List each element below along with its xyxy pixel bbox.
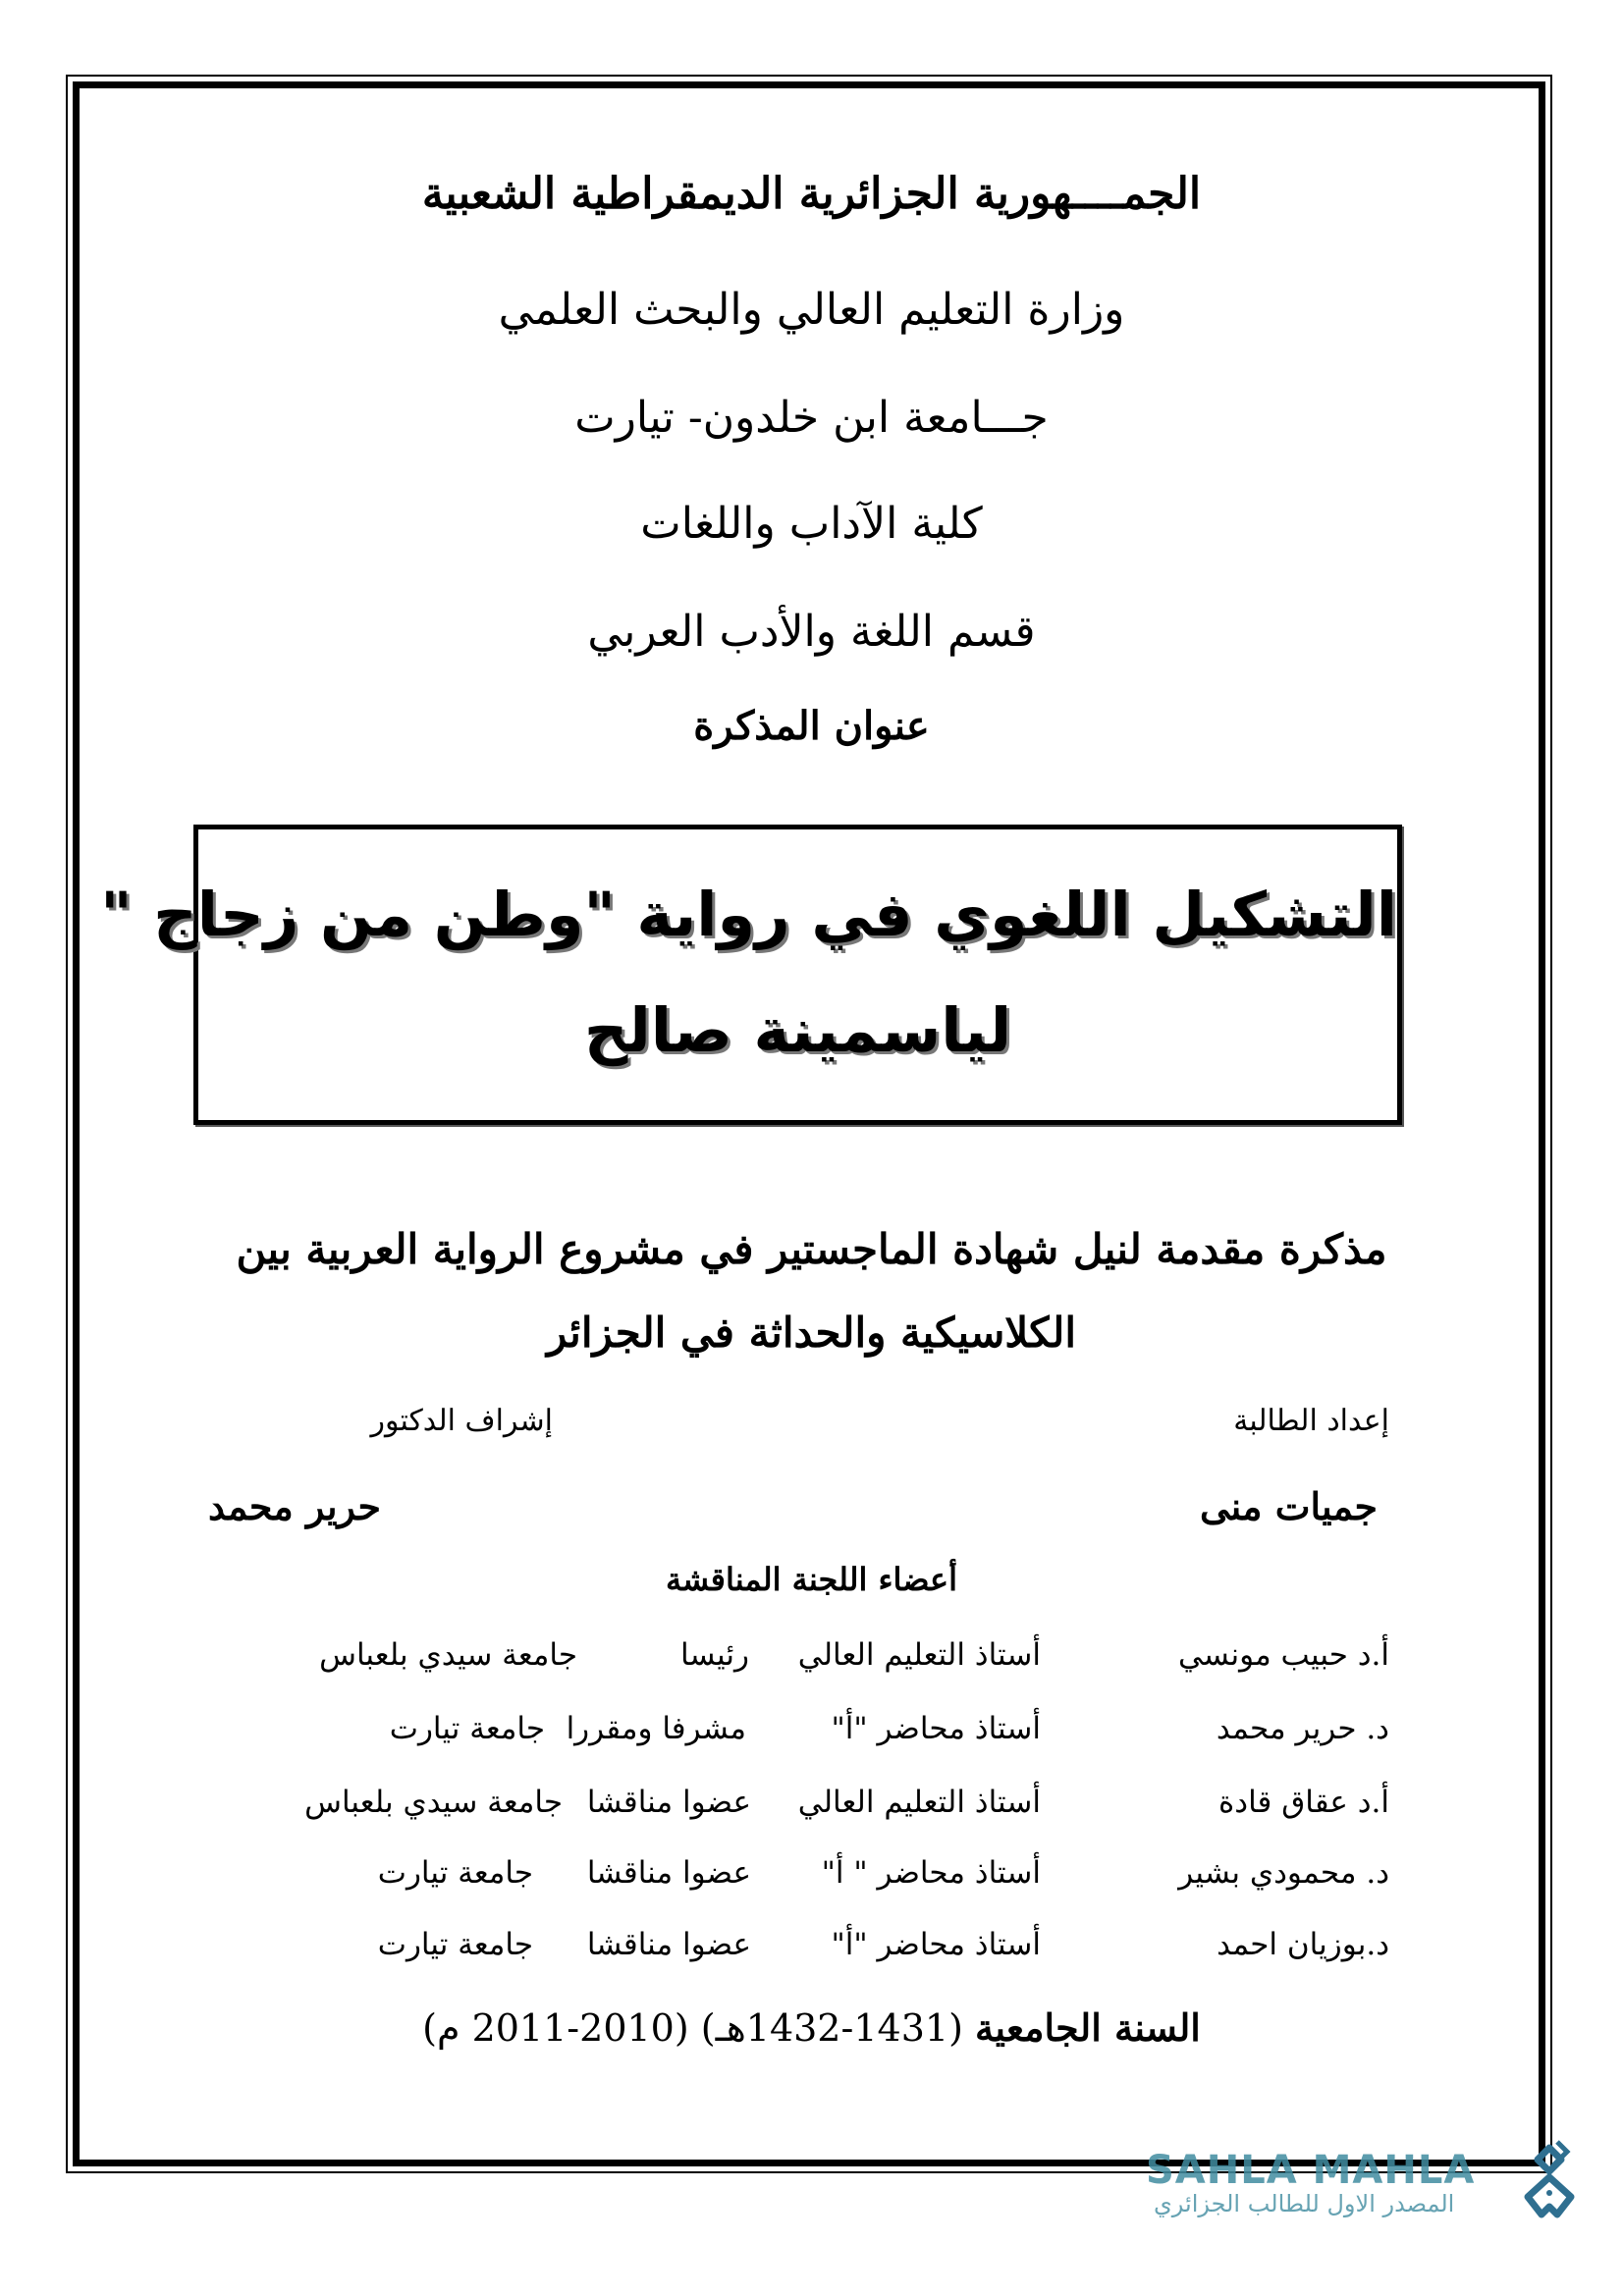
academic-year-gregorian: (2010-2011 م) — [422, 2006, 689, 2050]
member-name: د. محمودي بشير — [1178, 1855, 1389, 1891]
member-role: رئيسا — [679, 1637, 749, 1673]
thesis-title-box — [100, 825, 1402, 1125]
academic-year-hijri: (1431-1432هـ) — [700, 2006, 963, 2050]
member-name: د. حرير محمد — [1216, 1711, 1389, 1746]
degree-statement-line2: الكلاسيكية والحداثة في الجزائر — [547, 1308, 1076, 1357]
member-role: مشرفا ومقررا — [566, 1711, 746, 1746]
supervisor-name: حرير محمد — [207, 1484, 381, 1528]
member-institution: جامعة تيارت — [377, 1855, 533, 1891]
student-name: جميات منى — [1199, 1484, 1378, 1528]
degree-statement-line1: مذكرة مقدمة لنيل شهادة الماجستير في مشروع الرواية العربية بين — [236, 1225, 1387, 1273]
member-role: عضوا مناقشا — [586, 1855, 751, 1891]
member-institution: جامعة سيدي بلعباس — [319, 1637, 577, 1673]
university-heading: جـــامعة ابن خلدون- تيارت — [574, 393, 1049, 443]
sahla-mahla-logo-icon — [1510, 2140, 1589, 2228]
thesis-title-line1: التشكيل اللغوي في رواية "وطن من زجاج " — [100, 879, 1397, 950]
ministry-heading: وزارة التعليم العالي والبحث العلمي — [498, 285, 1125, 335]
watermark-latin-text: SAHLA MAHLA — [1146, 2148, 1476, 2193]
member-role: عضوا مناقشا — [586, 1785, 751, 1820]
thesis-title-line2: لياسمينة صالح — [583, 994, 1012, 1066]
committee-heading: أعضاء اللجنة المناقشة — [665, 1561, 958, 1598]
academic-year-label: السنة الجامعية — [974, 2005, 1201, 2050]
faculty-heading: كلية الآداب واللغات — [640, 499, 983, 549]
member-institution: جامعة سيدي بلعباس — [304, 1785, 563, 1820]
member-institution: جامعة تيارت — [377, 1927, 533, 1962]
member-rank: أستاذ التعليم العالي — [797, 1785, 1041, 1820]
member-rank: أستاذ التعليم العالي — [797, 1637, 1041, 1673]
academic-year — [0, 2005, 1623, 2050]
member-rank: أستاذ محاضر " أ" — [821, 1855, 1041, 1891]
member-rank: أستاذ محاضر "أ" — [831, 1927, 1041, 1962]
member-name: أ.د عقاق قادة — [1218, 1785, 1389, 1820]
thesis-title-label: عنوان المذكرة — [693, 703, 930, 749]
department-heading: قسم اللغة والأدب العربي — [587, 607, 1036, 657]
sahla-mahla-watermark — [1134, 2145, 1596, 2233]
supervisor-label: إشراف الدكتور — [370, 1404, 553, 1438]
member-role: عضوا مناقشا — [586, 1927, 751, 1962]
member-name: أ.د حبيب مونسي — [1177, 1637, 1389, 1673]
member-name: د.بوزيان احمد — [1217, 1927, 1389, 1962]
member-institution: جامعة تيارت — [389, 1711, 545, 1746]
student-label: إعداد الطالبة — [1233, 1404, 1389, 1438]
watermark-arabic-text: المصدر الاول للطالب الجزائري — [1154, 2190, 1455, 2217]
republic-heading: الجمــــهورية الجزائرية الديمقراطية الشعبية — [421, 169, 1202, 219]
member-rank: أستاذ محاضر "أ" — [831, 1711, 1041, 1746]
